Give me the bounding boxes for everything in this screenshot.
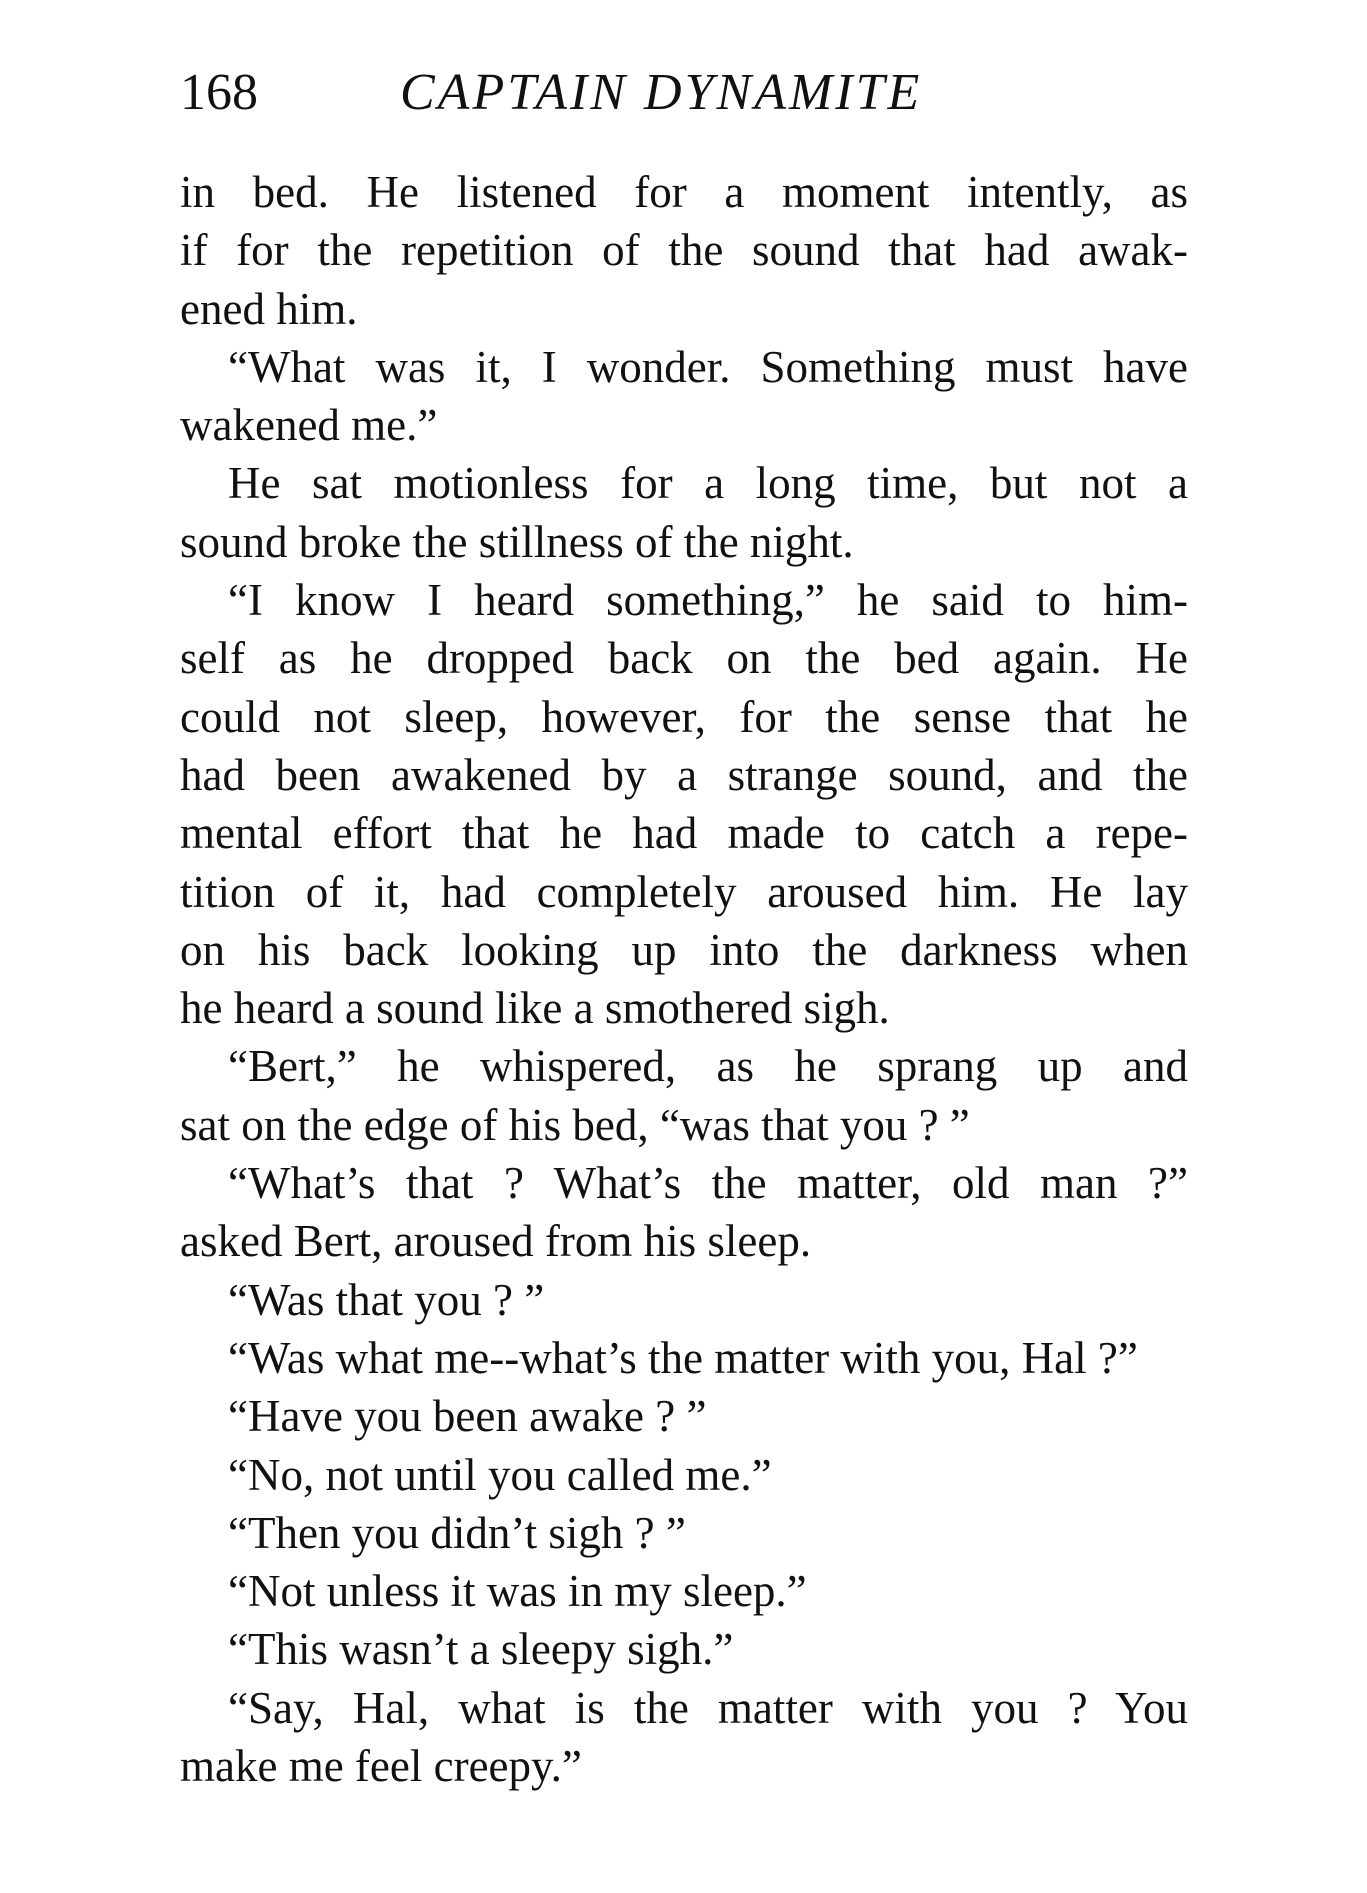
text-line: “Not unless it was in my sleep.” — [228, 1566, 807, 1617]
text-line: “What’s that ? What’s the matter, old man ?” — [228, 1158, 1188, 1209]
text-line: ened him. — [180, 283, 358, 334]
text-line: “Say, Hal, what is the matter with you ? You — [228, 1682, 1188, 1733]
running-title: CAPTAIN DYNAMITE — [400, 64, 923, 121]
text-line: could not sleep, however, for the sense that he — [180, 691, 1188, 742]
text-line: “Bert,” he whispered, as he sprang up and — [228, 1041, 1188, 1092]
text-line: tition of it, had completely aroused him. He lay — [180, 866, 1188, 917]
text-line: “Was that you ? ” — [228, 1274, 545, 1325]
page-number: 168 — [180, 64, 258, 121]
page-header — [180, 58, 1190, 128]
text-line: “Have you been awake ? ” — [228, 1391, 707, 1442]
text-line: had been awakened by a strange sound, and the — [180, 749, 1188, 800]
text-line: if for the repetition of the sound that had awak- — [180, 225, 1188, 276]
text-line: “Then you didn’t sigh ? ” — [228, 1507, 686, 1558]
text-line: in bed. He listened for a moment intently, as — [180, 167, 1188, 217]
text-line: asked Bert, aroused from his sleep. — [180, 1216, 812, 1267]
text-line: on his back looking up into the darkness when — [180, 924, 1188, 975]
body-text — [180, 163, 1188, 1795]
text-line: make me feel creepy.” — [180, 1741, 582, 1792]
text-line: “This wasn’t a sleepy sigh.” — [228, 1624, 734, 1675]
text-line: he heard a sound like a smothered sigh. — [180, 983, 890, 1034]
text-line: self as he dropped back on the bed again. He — [180, 633, 1188, 684]
text-line: He sat motionless for a long time, but not a — [228, 458, 1188, 509]
text-line: sat on the edge of his bed, “was that you ? ” — [180, 1099, 970, 1150]
text-line: mental effort that he had made to catch a repe- — [180, 808, 1188, 859]
text-line: wakened me.” — [180, 400, 438, 451]
text-line: sound broke the stillness of the night. — [180, 516, 854, 567]
text-line: “I know I heard something,” he said to him- — [228, 575, 1188, 626]
text-line: “Was what me--what’s the matter with you, Hal ?” — [228, 1332, 1138, 1383]
text-line: “No, not until you called me.” — [228, 1449, 772, 1500]
text-line: “What was it, I wonder. Something must have — [228, 341, 1188, 392]
